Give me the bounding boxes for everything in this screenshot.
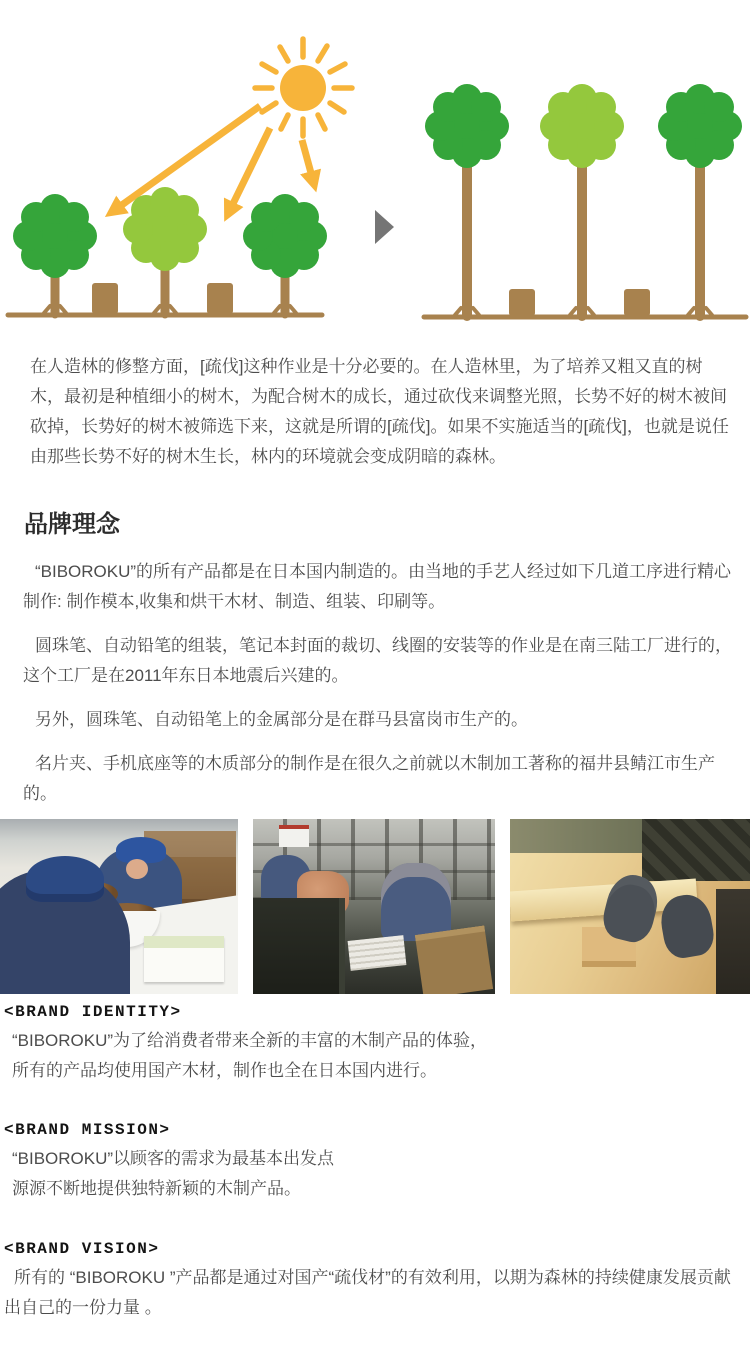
philosophy-paragraph-4: 名片夹、手机底座等的木质部分的制作是在很久之前就以木制加工著称的福井县鲭江市生产的。 [23,754,715,803]
brand-identity-section [0,1002,750,1086]
card-box-shape [144,936,224,982]
sign-shape [279,825,309,847]
photo-metal-factory [253,819,495,994]
paper-stack-shape [348,935,407,971]
brand-vision-heading: <BRAND VISION> [4,1240,160,1258]
forest-after [424,84,746,317]
brand-mission-line: “BIBOROKU”以顾客的需求为最基本出发点 [12,1149,335,1168]
cardboard-box-shape [415,925,493,994]
dark-table-shape [716,889,750,994]
brand-mission-heading: <BRAND MISSION> [4,1121,171,1139]
brand-identity-line: “BIBOROKU”为了给消费者带来全新的丰富的木制产品的体验， [12,1031,488,1050]
forest-before [8,187,327,315]
brand-mission-line: 源源不断地提供独特新颖的木制产品。 [12,1179,301,1198]
machine-shape [253,898,345,994]
thinning-intro-paragraph: 在人造林的修整方面，[疏伐]这种作业是十分必要的。在人造林里，为了培养又粗又直的树木，最初是种植细小的树木，为配合树木的成长，通过砍伐来调整光照，长势不好的树木被间砍掉，长势好的树木被筛选下来，这就是所谓的[疏伐]。如果不实施适当的[疏伐]，也就是说任由那些长势不好的树木生长，林内的环境就会变成阴暗的森林。 [30,357,729,466]
sun-icon [255,39,352,136]
transition-arrow-icon [375,210,394,244]
worker-shape [381,863,451,941]
brand-mission-section [0,1120,750,1204]
face-shape [126,859,148,879]
philosophy-paragraph-1: “BIBOROKU”的所有产品都是在日本国内制造的。由当地的手艺人经过如下几道工序进行精心制作: 制作模本,收集和烘干木材、制造、组装、印刷等。 [23,562,732,611]
brand-identity-heading: <BRAND IDENTITY> [4,1003,182,1021]
plaid-shirt-shape [642,819,750,881]
cap-shape [26,856,104,902]
philosophy-paragraph-2: 圆珠笔、自动铅笔的组装，笔记本封面的裁切、线圈的安装等的作业是在南三陆工厂进行的，这个工厂是在2011年东日本地震后兴建的。 [23,636,732,685]
brand-vision-section [0,1239,750,1323]
photo-assembly-workshop [0,819,238,994]
brand-vision-text: 所有的 “BIBOROKU ”产品都是通过对国产“疏伐材”的有效利用，以期为森林的持续健康发展贡献出自己的一份力量 。 [4,1268,731,1317]
philosophy-paragraph-3: 另外，圆珠笔、自动铅笔上的金属部分是在群马县富岗市生产的。 [35,710,528,729]
photo-woodworking [510,819,750,994]
brand-identity-line: 所有的产品均使用国产木材，制作也全在日本国内进行。 [12,1061,437,1080]
forest-thinning-illustration [0,0,750,330]
philosophy-heading: 品牌理念 [24,511,120,538]
factory-photo-row [0,819,750,994]
